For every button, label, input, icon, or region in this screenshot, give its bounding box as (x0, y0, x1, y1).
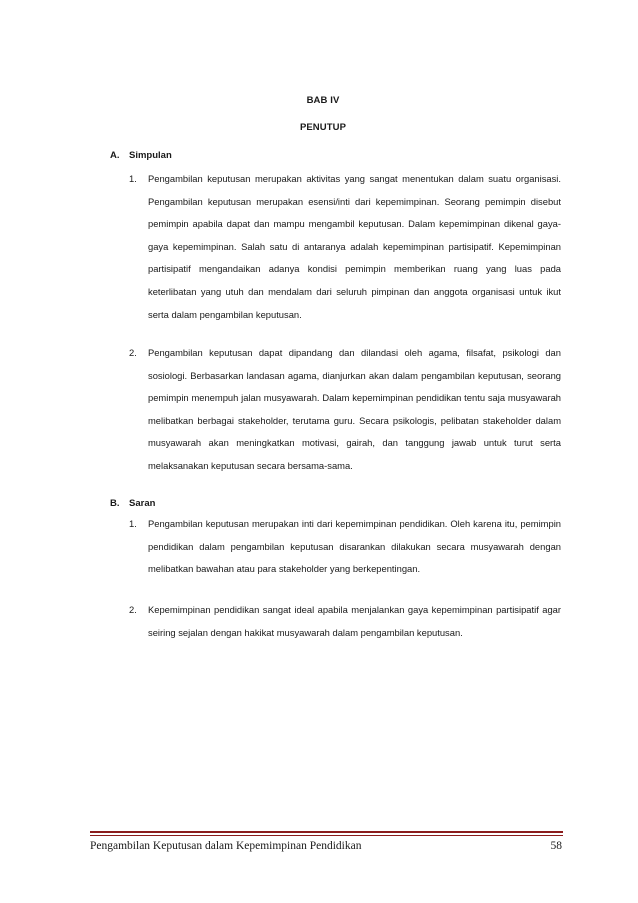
list-item-number: 2. (129, 604, 137, 615)
section-b-title: Saran (129, 498, 156, 509)
list-item (129, 599, 561, 644)
footer-rule-thin (90, 835, 563, 836)
list-item-number: 1. (129, 173, 137, 184)
list-item-text: Pengambilan keputusan dapat dipandang dan dilandasi oleh agama, filsafat, psikologi dan sosiologi. Berbasarkan landasan agama, dianjurkan akan dalam pengambilan keputusan, seorang pemimpin menempuh jalan musyawarah. Dalam kepemimpinan pendidikan tentu saja musyawarah melibatkan berbagai stakeholder, terutama guru. Secara psikologis, pelibatan stakeholder dalam musyawarah akan meningkatkan motivasi, gairah, dan tanggung jawab untuk turut serta melaksanakan keputusan secara bersama-sama. (148, 347, 561, 471)
list-item (129, 342, 561, 478)
footer-title: Pengambilan Keputusan dalam Kepemimpinan Pendidikan (90, 840, 362, 852)
footer-rule-thick (90, 831, 563, 833)
list-item-number: 1. (129, 518, 137, 529)
list-item-text: Pengambilan keputusan merupakan aktivitas yang sangat menentukan dalam suatu organisasi. Pengambilan keputusan merupakan esensi/inti dari kepemimpinan. Seorang pemimpin disebut pemimpin apabila dapat dan mampu mengambil keputusan. Dalam kepemimpinan dikenal gaya-gaya kepemimpinan. Salah satu di antaranya adalah kepemimpinan partisipatif. Kepemimpinan partisipatif mengandaikan adanya kondisi pemimpin memberikan ruang yang luas pada keterlibatan yang utuh dan mendalam dari seluruh pimpinan dan anggota organisasi untuk ikut serta dalam pengambilan keputusan. (148, 173, 561, 320)
chapter-title: PENUTUP (299, 122, 347, 133)
page-number: 58 (550, 840, 562, 852)
section-b-heading (110, 498, 155, 509)
list-item-text: Kepemimpinan pendidikan sangat ideal apabila menjalankan gaya kepemimpinan partisipatif agar seiring sejalan dengan hakikat musyawarah dalam pengambilan keputusan. (148, 604, 561, 638)
list-item (129, 168, 561, 326)
section-b-letter: B. (110, 498, 120, 509)
section-a-title: Simpulan (129, 150, 172, 161)
list-item-number: 2. (129, 347, 137, 358)
section-a-heading (110, 150, 172, 161)
chapter-number: BAB IV (306, 95, 340, 106)
list-item (129, 513, 561, 581)
section-a-letter: A. (110, 150, 120, 161)
list-item-text: Pengambilan keputusan merupakan inti dari kepemimpinan pendidikan. Oleh karena itu, pemimpin pendidikan dalam pengambilan keputusan disarankan dilakukan secara musyawarah dengan melibatkan bawahan atau para stakeholder yang berkepentingan. (148, 518, 561, 575)
